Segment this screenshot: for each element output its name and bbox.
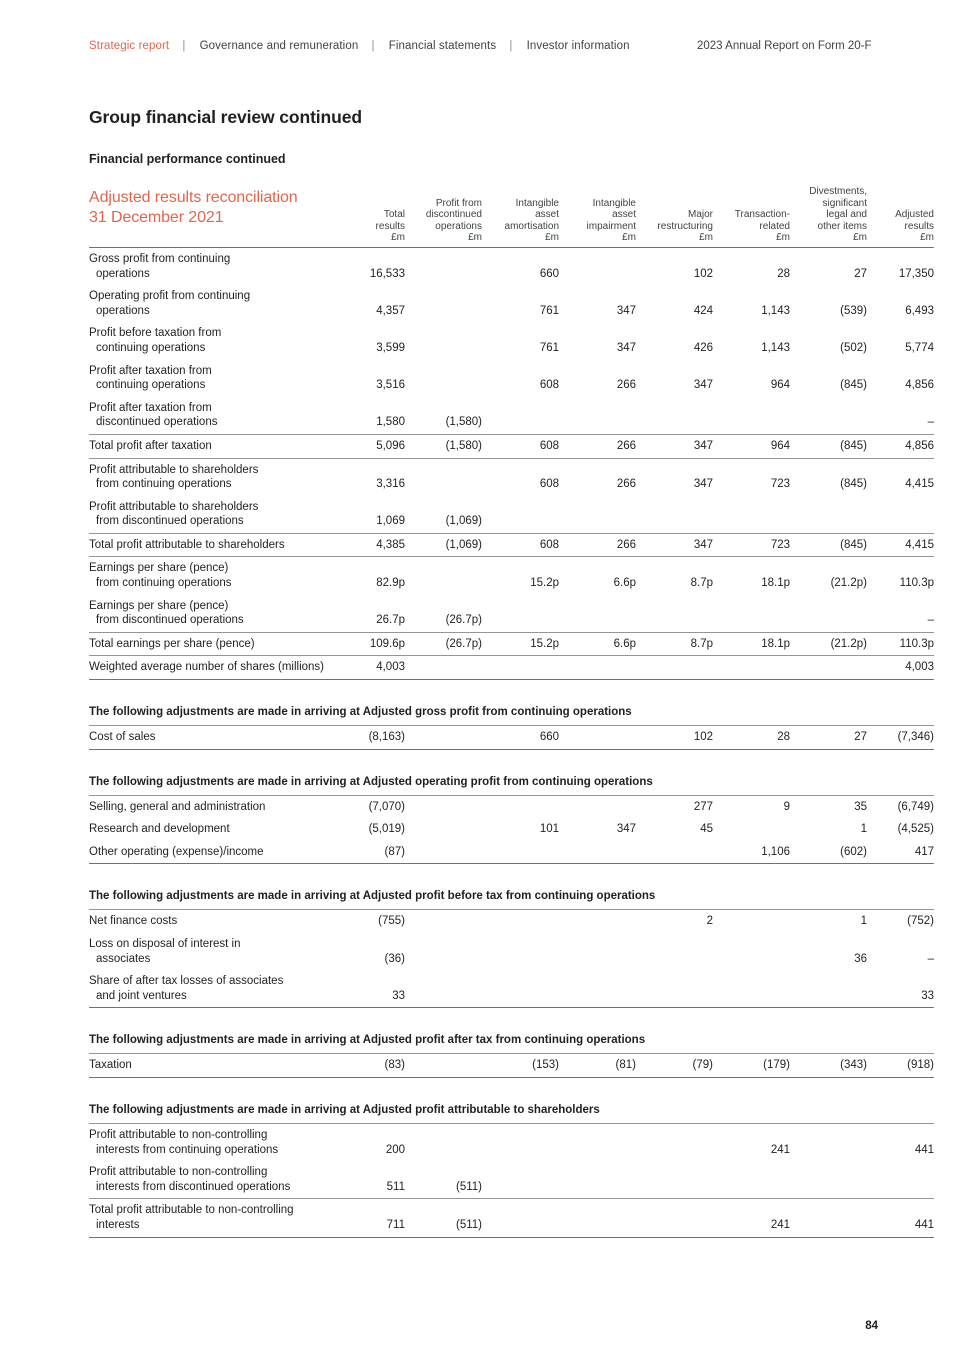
cell-discontinued [405, 322, 482, 359]
cell-divestments [790, 1199, 867, 1237]
cell-divestments: (845) [840, 478, 867, 491]
row-label: Weighted average number of shares (millions) [89, 656, 338, 680]
cell-total: 109.6p [338, 632, 405, 656]
cell-transaction: 28 [713, 726, 790, 750]
section-note-row [89, 770, 934, 796]
col-header-total-results: Total results £m [375, 209, 405, 244]
cell-adjusted: (918) [867, 1054, 934, 1078]
cell-transaction: 241 [770, 1143, 790, 1156]
cell-adjusted: 4,003 [867, 656, 934, 680]
table-row [89, 910, 934, 933]
cell-discontinued [405, 726, 482, 750]
cell-divestments: (845) [790, 434, 867, 458]
cell-impairment [559, 656, 636, 680]
cell-discontinued: (1,580) [445, 416, 482, 429]
table-row [89, 322, 934, 359]
cell-impairment: (81) [559, 1054, 636, 1078]
cell-adjusted: 17,350 [867, 247, 934, 285]
spacer-row [89, 864, 934, 885]
cell-impairment [559, 1199, 636, 1237]
cell-restructuring: 347 [636, 533, 713, 557]
table-row [89, 970, 934, 1008]
table-row [89, 1123, 934, 1161]
table-row [89, 656, 934, 680]
table-title-line-1: Adjusted results reconciliation [89, 189, 298, 206]
cell-impairment [559, 397, 636, 435]
table-row [89, 933, 934, 970]
cell-total: 1,580 [376, 416, 405, 429]
cell-transaction [713, 818, 790, 841]
cell-amortisation: 101 [539, 823, 559, 836]
cell-discontinued [405, 247, 482, 285]
table-row [89, 818, 934, 841]
row-label: Earnings per share (pence) from discontinued operations [89, 599, 244, 627]
cell-transaction: 9 [783, 800, 790, 813]
cell-adjusted: – [927, 614, 934, 627]
cell-impairment [559, 970, 636, 1008]
cell-restructuring: 424 [693, 304, 713, 317]
cell-adjusted: (4,525) [897, 823, 934, 836]
cell-adjusted [867, 496, 934, 534]
cell-discontinued [405, 656, 482, 680]
cell-restructuring: 347 [693, 478, 713, 491]
spacer-row [89, 680, 934, 701]
cell-restructuring [636, 397, 713, 435]
cell-divestments: (539) [840, 304, 867, 317]
cell-discontinued [405, 970, 482, 1008]
nav-item-strategic-report[interactable]: Strategic report [89, 40, 170, 52]
adjusted-results-table [89, 186, 934, 1238]
cell-restructuring: 347 [636, 434, 713, 458]
cell-transaction [713, 656, 790, 680]
table-header-row [89, 186, 934, 247]
cell-divestments: (21.2p) [830, 577, 867, 590]
col-header-intangible-asset-impairment: Intangible asset impairment £m [586, 197, 636, 244]
table-row [89, 397, 934, 435]
table-row [89, 1054, 934, 1078]
cell-transaction: 1,106 [713, 841, 790, 864]
cell-total: 33 [338, 970, 405, 1008]
cell-discontinued: (511) [405, 1199, 482, 1237]
cell-total: 1,069 [376, 515, 405, 528]
cell-impairment [559, 841, 636, 864]
row-label: Profit attributable to non-controlling interests from discontinued operations [89, 1166, 291, 1193]
row-label: Total profit after taxation [89, 434, 338, 458]
cell-impairment: 266 [616, 478, 636, 491]
cell-restructuring [636, 656, 713, 680]
table-row [89, 841, 934, 864]
row-label: Net finance costs [89, 915, 178, 928]
table-title-line-2: 31 December 2021 [89, 208, 224, 226]
row-label: Profit before taxation from continuing operations [89, 327, 222, 354]
cell-total: (83) [338, 1054, 405, 1078]
section-note-text: The following adjustments are made in arriving at Adjusted gross profit from continuing operations [89, 700, 934, 726]
cell-transaction [713, 496, 790, 534]
section-note-text: The following adjustments are made in arriving at Adjusted operating profit from continuing operations [89, 770, 934, 796]
section-note-text: The following adjustments are made in arriving at Adjusted profit before tax from continuing operations [89, 884, 934, 910]
row-label: Cost of sales [89, 726, 338, 750]
cell-adjusted: 5,774 [905, 341, 934, 354]
cell-amortisation [482, 656, 559, 680]
cell-restructuring [636, 1199, 713, 1237]
cell-divestments: 35 [854, 800, 867, 813]
cell-adjusted: 417 [867, 841, 934, 864]
col-header-adjusted-results: Adjusted results £m [895, 209, 934, 244]
cell-amortisation [482, 496, 559, 534]
cell-adjusted: 6,493 [905, 304, 934, 317]
table-head [89, 186, 934, 247]
cell-adjusted: 4,856 [905, 379, 934, 392]
cell-impairment: 266 [559, 533, 636, 557]
cell-total: (7,070) [368, 800, 405, 813]
cell-discontinued [405, 360, 482, 397]
nav-item-financial-statements[interactable]: Financial statements [388, 40, 497, 52]
row-label: Research and development [89, 823, 230, 836]
cell-discontinued [405, 1123, 482, 1161]
cell-discontinued [405, 841, 482, 864]
cell-restructuring: 45 [700, 823, 713, 836]
cell-transaction [713, 397, 790, 435]
cell-total: 4,357 [376, 304, 405, 317]
cell-impairment [559, 496, 636, 534]
cell-amortisation: 660 [482, 726, 559, 750]
cell-transaction [713, 970, 790, 1008]
cell-divestments [790, 656, 867, 680]
col-header-divestments-significant-legal-and-other-items: Divestments, significant legal and other items £m [809, 186, 867, 244]
cell-restructuring: 8.7p [690, 577, 713, 590]
cell-impairment [559, 1161, 636, 1199]
row-label: Profit after taxation from discontinued operations [89, 401, 218, 429]
cell-impairment: 6.6p [613, 577, 636, 590]
cell-divestments: (602) [790, 841, 867, 864]
cell-divestments: 1 [860, 915, 867, 928]
cell-restructuring [636, 841, 713, 864]
col-header-profit-from-discontinued-operations: Profit from discontinued operations £m [425, 197, 482, 244]
section-note-row [89, 1028, 934, 1054]
cell-divestments [790, 397, 867, 435]
cell-discontinued: (1,069) [405, 533, 482, 557]
cell-adjusted: – [927, 952, 934, 965]
cell-impairment: 347 [616, 823, 636, 836]
row-label: Profit attributable to shareholders from continuing operations [89, 463, 259, 491]
section-note-text: The following adjustments are made in arriving at Adjusted profit attributable to shareholders [89, 1098, 934, 1124]
cell-amortisation [482, 595, 559, 633]
cell-adjusted: (7,346) [867, 726, 934, 750]
section-note-row [89, 700, 934, 726]
top-navigation [89, 40, 879, 52]
cell-discontinued [405, 557, 482, 595]
cell-restructuring: 8.7p [636, 632, 713, 656]
cell-adjusted: 441 [914, 1143, 934, 1156]
col-header-intangible-asset-amortisation: Intangible asset amortisation £m [504, 197, 559, 244]
row-label: Profit attributable to non-controlling interests from continuing operations [89, 1128, 279, 1156]
row-label: Profit attributable to shareholders from discontinued operations [89, 500, 259, 528]
cell-impairment: 266 [559, 434, 636, 458]
table-row [89, 458, 934, 496]
cell-total: 16,533 [338, 247, 405, 285]
cell-total: 200 [385, 1143, 405, 1156]
cell-divestments [790, 970, 867, 1008]
row-label: Loss on disposal of interest in associates [89, 938, 241, 965]
row-label: Gross profit from continuing operations [89, 247, 338, 285]
cell-restructuring [636, 970, 713, 1008]
cell-discontinued [405, 818, 482, 841]
cell-restructuring [636, 933, 713, 970]
cell-divestments: 27 [790, 247, 867, 285]
cell-transaction [713, 933, 790, 970]
cell-impairment [559, 247, 636, 285]
cell-impairment [559, 1123, 636, 1161]
cell-transaction [713, 595, 790, 633]
table-row [89, 795, 934, 818]
cell-amortisation: 15.2p [482, 632, 559, 656]
adjusted-results-table-wrapper [89, 186, 934, 1238]
cell-restructuring [636, 1161, 713, 1199]
cell-impairment [559, 795, 636, 818]
cell-transaction: 723 [770, 478, 790, 491]
row-label: Profit after taxation from continuing operations [89, 364, 212, 392]
nav-item-governance-and-remuneration[interactable]: Governance and remuneration [199, 40, 359, 52]
table-row [89, 533, 934, 557]
cell-restructuring: (79) [636, 1054, 713, 1078]
nav-separator: | [182, 40, 186, 52]
cell-discontinued: (26.7p) [405, 632, 482, 656]
cell-adjusted: – [927, 416, 934, 429]
row-label: Share of after tax losses of associates and joint ventures [89, 970, 338, 1008]
cell-adjusted: 33 [867, 970, 934, 1008]
cell-impairment: 266 [616, 379, 636, 392]
col-header-transaction-related: Transaction- related £m [734, 209, 790, 244]
cell-transaction: (179) [713, 1054, 790, 1078]
col-header-label [89, 186, 338, 247]
cell-impairment: 347 [616, 304, 636, 317]
cell-adjusted [867, 1161, 934, 1199]
row-label: Selling, general and administration [89, 800, 266, 813]
cell-total: (755) [378, 915, 405, 928]
cell-restructuring: 102 [636, 247, 713, 285]
cell-adjusted: 110.3p [867, 632, 934, 656]
cell-total: 5,096 [338, 434, 405, 458]
cell-restructuring: 426 [693, 341, 713, 354]
row-label: Earnings per share (pence) from continuing operations [89, 562, 232, 590]
cell-total: 3,316 [376, 478, 405, 491]
cell-amortisation: 15.2p [530, 577, 559, 590]
cell-divestments: (845) [790, 533, 867, 557]
cell-discontinued [405, 795, 482, 818]
cell-impairment [559, 726, 636, 750]
cell-discontinued: (26.7p) [445, 614, 482, 627]
cell-total: 4,003 [338, 656, 405, 680]
section-note-text: The following adjustments are made in arriving at Adjusted profit after tax from continuing operations [89, 1028, 934, 1054]
cell-restructuring: 277 [693, 800, 713, 813]
cell-amortisation: 761 [539, 304, 559, 317]
cell-impairment [559, 933, 636, 970]
cell-adjusted: 110.3p [899, 577, 934, 590]
spacer-row [89, 1008, 934, 1029]
cell-amortisation [482, 841, 559, 864]
cell-impairment: 6.6p [559, 632, 636, 656]
cell-amortisation [482, 1199, 559, 1237]
cell-discontinued [405, 933, 482, 970]
cell-transaction: 18.1p [761, 577, 790, 590]
table-row [89, 360, 934, 397]
page-number: 84 [865, 1320, 878, 1332]
cell-total: 711 [338, 1199, 405, 1237]
cell-adjusted: 4,415 [905, 478, 934, 491]
cell-divestments: 36 [854, 952, 867, 965]
cell-amortisation: 608 [539, 379, 559, 392]
nav-separator: | [371, 40, 375, 52]
table-row [89, 557, 934, 595]
cell-divestments [790, 1161, 867, 1199]
cell-divestments [790, 496, 867, 534]
table-row [89, 285, 934, 322]
cell-total: 4,385 [338, 533, 405, 557]
row-label: Total earnings per share (pence) [89, 632, 338, 656]
section-note-row [89, 884, 934, 910]
cell-transaction: 723 [713, 533, 790, 557]
spacer-row [89, 1077, 934, 1098]
cell-amortisation: 761 [539, 341, 559, 354]
cell-amortisation: (153) [482, 1054, 559, 1078]
cell-divestments: (502) [840, 341, 867, 354]
nav-item-investor-information[interactable]: Investor information [526, 40, 630, 52]
row-label: Total profit attributable to non-controlling interests [89, 1199, 338, 1237]
cell-amortisation [482, 910, 559, 933]
cell-restructuring [636, 595, 713, 633]
cell-impairment [559, 910, 636, 933]
cell-restructuring: 102 [636, 726, 713, 750]
cell-amortisation [482, 1123, 559, 1161]
cell-total: (36) [384, 952, 405, 965]
cell-amortisation: 608 [539, 478, 559, 491]
cell-adjusted: (752) [907, 915, 934, 928]
cell-discontinued [405, 458, 482, 496]
cell-transaction: 241 [713, 1199, 790, 1237]
cell-total: 3,516 [376, 379, 405, 392]
nav-separator: | [509, 40, 513, 52]
cell-discontinued: (511) [456, 1180, 482, 1193]
cell-impairment: 347 [616, 341, 636, 354]
cell-divestments: (845) [840, 379, 867, 392]
cell-amortisation [482, 795, 559, 818]
cell-restructuring [636, 1123, 713, 1161]
cell-total: 82.9p [376, 577, 405, 590]
cell-divestments [790, 1123, 867, 1161]
row-label: Operating profit from continuing operations [89, 290, 251, 317]
table-row [89, 595, 934, 633]
cell-restructuring [636, 496, 713, 534]
cell-adjusted: 4,415 [867, 533, 934, 557]
cell-restructuring: 2 [706, 915, 713, 928]
cell-transaction: 18.1p [713, 632, 790, 656]
cell-amortisation [482, 933, 559, 970]
cell-adjusted: 441 [867, 1199, 934, 1237]
cell-transaction: 964 [713, 434, 790, 458]
table-row [89, 632, 934, 656]
row-label: Total profit attributable to shareholders [89, 533, 338, 557]
page-title: Group financial review continued [89, 107, 362, 127]
cell-discontinued [405, 285, 482, 322]
cell-amortisation: 660 [482, 247, 559, 285]
cell-transaction [713, 910, 790, 933]
cell-amortisation: 608 [482, 434, 559, 458]
cell-transaction [713, 1161, 790, 1199]
table-row [89, 247, 934, 285]
cell-discontinued: (1,069) [445, 515, 482, 528]
cell-impairment [559, 595, 636, 633]
spacer-row [89, 749, 934, 770]
table-row [89, 1199, 934, 1237]
report-label: 2023 Annual Report on Form 20-F [697, 40, 872, 52]
cell-divestments: (343) [790, 1054, 867, 1078]
table-row [89, 496, 934, 534]
cell-total: 3,599 [376, 341, 405, 354]
table-row [89, 434, 934, 458]
cell-transaction: 1,143 [761, 341, 790, 354]
row-label: Other operating (expense)/income [89, 841, 338, 864]
table-row [89, 726, 934, 750]
table-body [89, 247, 934, 1237]
cell-discontinued: (1,580) [405, 434, 482, 458]
cell-adjusted: 4,856 [867, 434, 934, 458]
cell-total: 511 [386, 1180, 405, 1193]
cell-transaction: 28 [713, 247, 790, 285]
cell-adjusted: (6,749) [897, 800, 934, 813]
cell-total: 26.7p [376, 614, 405, 627]
cell-total: (87) [338, 841, 405, 864]
section-subtitle: Financial performance continued [89, 152, 286, 166]
cell-amortisation [482, 397, 559, 435]
cell-divestments: (21.2p) [790, 632, 867, 656]
cell-transaction: 1,143 [761, 304, 790, 317]
cell-total: (5,019) [368, 823, 405, 836]
cell-discontinued [405, 910, 482, 933]
col-header-major-restructuring: Major restructuring £m [657, 209, 713, 244]
cell-discontinued [405, 1054, 482, 1078]
cell-amortisation [482, 1161, 559, 1199]
section-note-row [89, 1098, 934, 1124]
cell-amortisation [482, 970, 559, 1008]
cell-total: (8,163) [338, 726, 405, 750]
table-row [89, 1161, 934, 1199]
cell-divestments: 27 [790, 726, 867, 750]
cell-transaction: 964 [770, 379, 790, 392]
cell-amortisation: 608 [482, 533, 559, 557]
cell-divestments: 1 [860, 823, 867, 836]
cell-divestments [790, 595, 867, 633]
row-label: Taxation [89, 1054, 338, 1078]
cell-restructuring: 347 [693, 379, 713, 392]
